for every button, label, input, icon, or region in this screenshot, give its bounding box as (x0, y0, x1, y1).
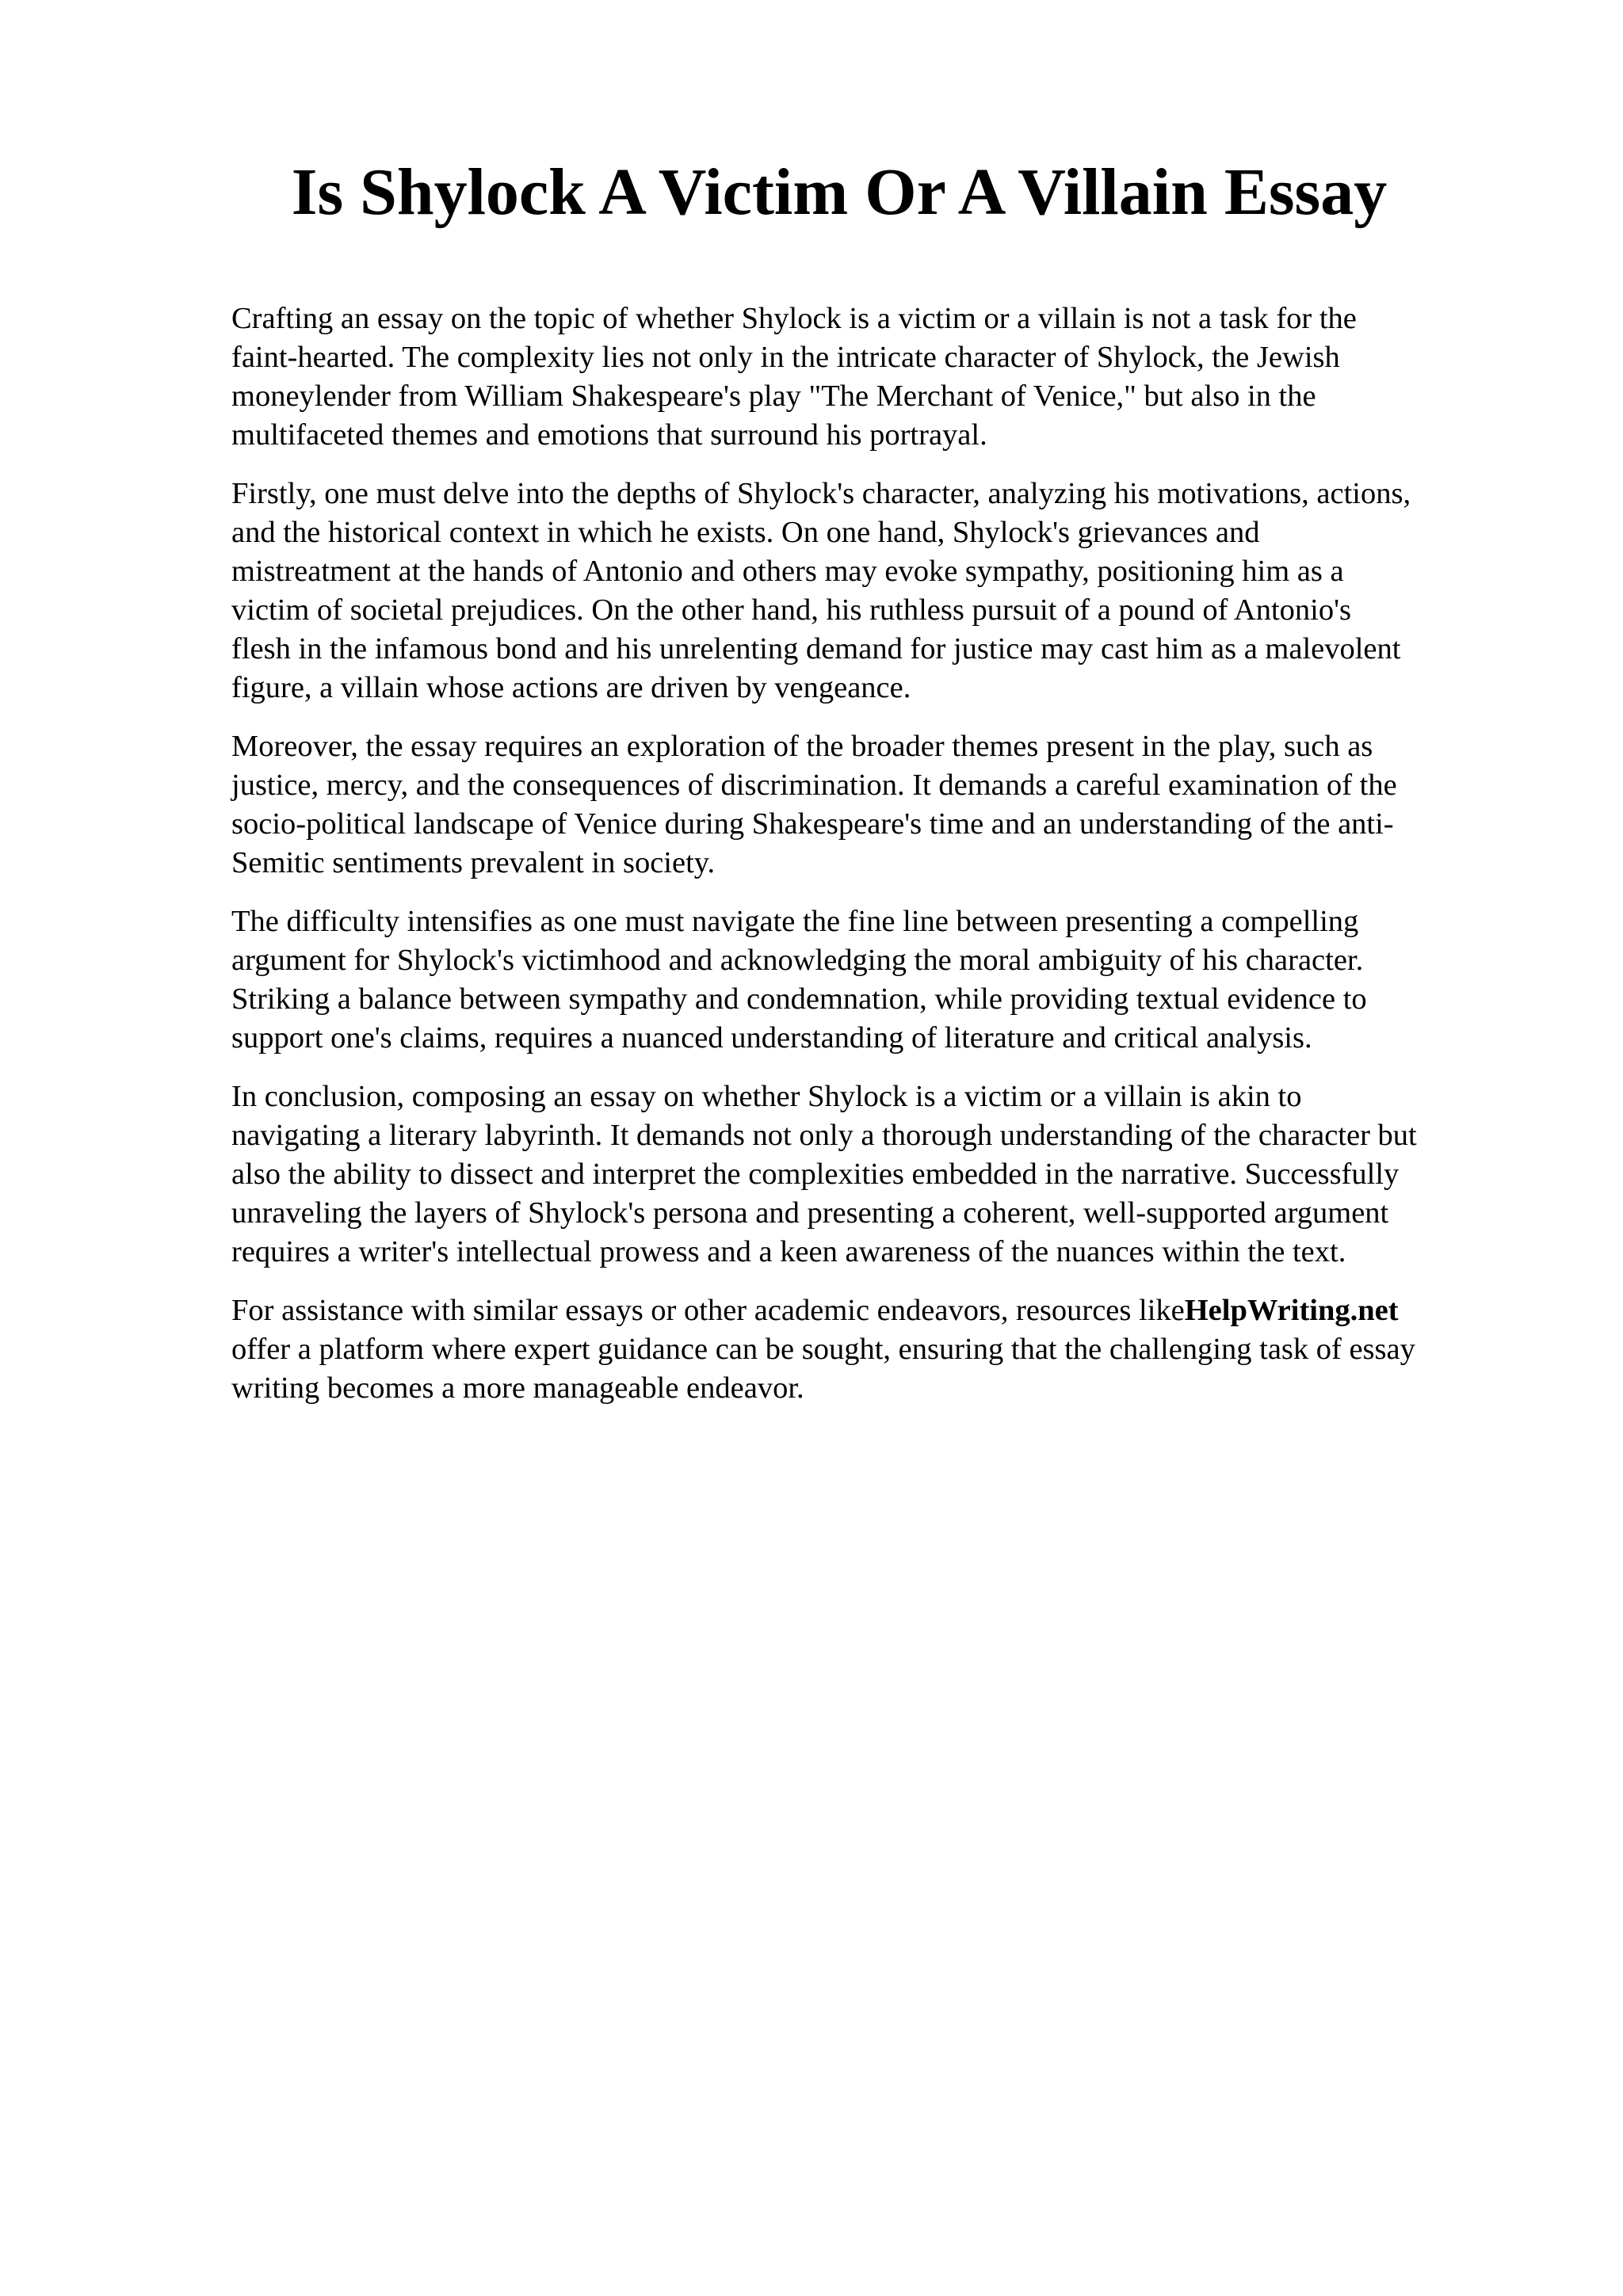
text-line: requires a writer's intellectual prowess and a keen awareness of the nuances within the text. (231, 1235, 1346, 1268)
text-line: moneylender from William Shakespeare's play "The Merchant of Venice," but also in the (231, 379, 1316, 413)
paragraph-conclusion (231, 1077, 1515, 1272)
text-line: and the historical context in which he exists. On one hand, Shylock's grievances and (231, 516, 1260, 549)
text-line: Semitic sentiments prevalent in society. (231, 846, 716, 879)
text-line: argument for Shylock's victimhood and acknowledging the moral ambiguity of his character. (231, 944, 1364, 977)
document-title: Is Shylock A Victim Or A Villain Essay (291, 155, 1388, 229)
closing-prefix-text: For assistance with similar essays or other academic endeavors, resources like (231, 1294, 1185, 1327)
text-line: offer a platform where expert guidance can be sought, ensuring that the challenging task of essay (231, 1333, 1415, 1366)
text-line (231, 1291, 1515, 1330)
text-line: Moreover, the essay requires an exploration of the broader themes present in the play, such as (231, 730, 1373, 763)
text-line: Firstly, one must delve into the depths of Shylock's character, analyzing his motivations, actions, (231, 477, 1411, 510)
text-line: victim of societal prejudices. On the other hand, his ruthless pursuit of a pound of Antonio's (231, 593, 1352, 627)
text-line: unraveling the layers of Shylock's persona and presenting a coherent, well-supported argument (231, 1196, 1389, 1230)
helpwriting-brand: HelpWriting.net (1184, 1294, 1399, 1327)
text-line: faint-hearted. The complexity lies not only in the intricate character of Shylock, the Jewish (231, 341, 1340, 374)
text-line: flesh in the infamous bond and his unrelenting demand for justice may cast him as a malevolent (231, 632, 1401, 666)
paragraph-themes (231, 727, 1515, 883)
paragraph-closing (231, 1291, 1515, 1408)
text-line: justice, mercy, and the consequences of discrimination. It demands a careful examination of the (231, 769, 1397, 802)
paragraph-character-analysis (231, 475, 1515, 707)
text-line: navigating a literary labyrinth. It demands not only a thorough understanding of the character but (231, 1119, 1417, 1152)
paragraph-intro (231, 299, 1515, 455)
text-line: also the ability to dissect and interpret the complexities embedded in the narrative. Successfully (231, 1158, 1400, 1191)
text-line: Crafting an essay on the topic of whether Shylock is a victim or a villain is not a task for the (231, 302, 1357, 335)
text-line: multifaceted themes and emotions that surround his portrayal. (231, 418, 987, 452)
text-line: figure, a villain whose actions are driven by vengeance. (231, 671, 911, 704)
text-line: Striking a balance between sympathy and condemnation, while providing textual evidence to (231, 982, 1367, 1016)
text-line: socio-political landscape of Venice during Shakespeare's time and an understanding of the anti- (231, 807, 1394, 841)
text-line: In conclusion, composing an essay on whether Shylock is a victim or a villain is akin to (231, 1080, 1302, 1113)
text-line: mistreatment at the hands of Antonio and others may evoke sympathy, positioning him as a (231, 555, 1344, 588)
text-line: writing becomes a more manageable endeavor. (231, 1371, 804, 1405)
text-line: support one's claims, requires a nuanced understanding of literature and critical analysis. (231, 1021, 1312, 1055)
text-line: The difficulty intensifies as one must navigate the fine line between presenting a compelling (231, 905, 1359, 938)
paragraph-difficulty (231, 902, 1515, 1058)
document-body (231, 299, 1515, 1428)
